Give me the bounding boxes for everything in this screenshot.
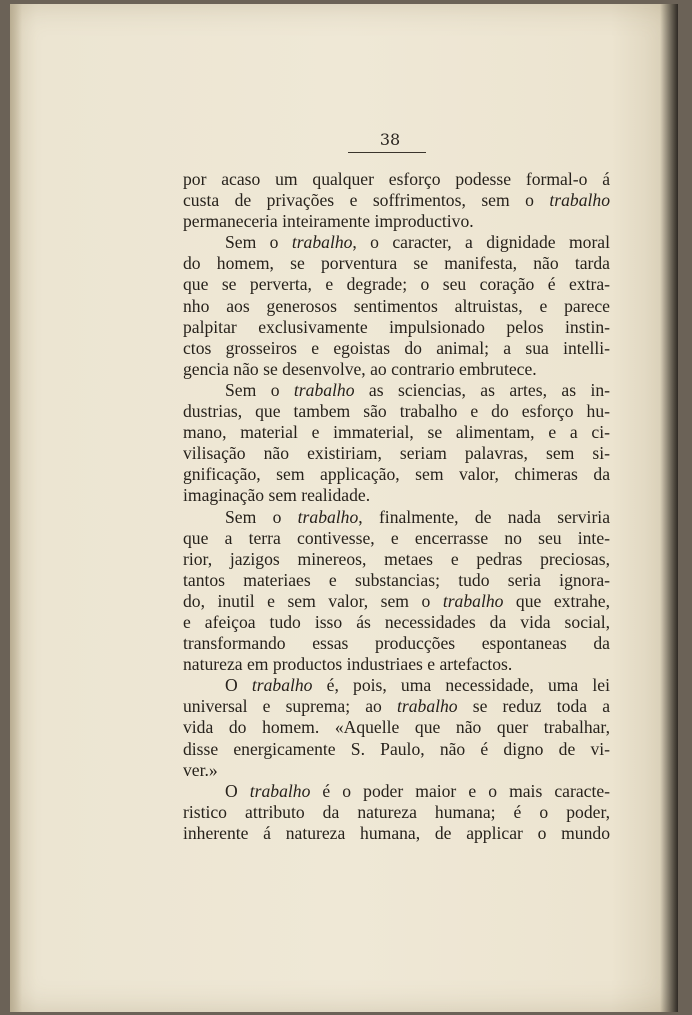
paragraph: [183, 380, 610, 507]
header-rule: [348, 152, 426, 153]
text-line: ristico attributo da natureza humana; é o poder,: [183, 801, 610, 822]
text-line: por acaso um qualquer esforço podesse formal-o á: [183, 169, 610, 189]
text-line: do homem, se porventura se manifesta, não tarda: [183, 253, 610, 274]
text-line: inherente á natureza humana, de applicar o mundo: [183, 822, 610, 843]
text-line: vida do homem. «Aquelle que não quer trabalhar,: [183, 717, 610, 738]
page-number: 38: [379, 130, 401, 149]
text-line: universal e suprema; ao trabalho se reduz toda a: [183, 696, 610, 717]
text-line: ver.»: [183, 759, 218, 780]
text-line: palpitar exclusivamente impulsionado pelos instin-: [183, 316, 610, 337]
paragraph: [183, 507, 610, 676]
book-gutter: [660, 4, 678, 1012]
text-line: Sem o trabalho as sciencias, as artes, as in-: [225, 379, 610, 400]
text-line: rior, jazigos minereos, metaes e pedras preciosas,: [183, 548, 610, 569]
text-line: dustrias, que tambem são trabalho e do esforço hu-: [183, 401, 610, 422]
text-line: imaginação sem realidade.: [183, 485, 371, 506]
text-line: Sem o trabalho, o caracter, a dignidade moral: [225, 232, 611, 253]
text-line: tantos materiaes e substancias; tudo seria ignora-: [183, 569, 610, 590]
text-line: que se perverta, e degrade; o seu coração é extra-: [183, 274, 610, 295]
text-line: custa de privações e soffrimentos, sem o trabalho: [183, 190, 610, 211]
text-line: que a terra contivesse, e encerrasse no seu inte-: [183, 527, 610, 548]
text-line: mano, material e immaterial, se alimentam, e a ci-: [183, 422, 610, 443]
text-line: Sem o trabalho, finalmente, de nada serviria: [225, 506, 610, 527]
text-line: nho aos generosos sentimentos altruistas, e parece: [183, 295, 610, 316]
text-line: disse energicamente S. Paulo, não é digno de vi-: [183, 738, 610, 759]
text-line: permaneceria inteiramente improductivo.: [183, 211, 474, 232]
text-line: transformando essas producções espontaneas da: [183, 633, 610, 654]
text-line: gnificação, sem applicação, sem valor, chimeras da: [183, 464, 610, 485]
paragraph: [183, 675, 610, 780]
paragraph: [183, 781, 610, 844]
body-text: [183, 169, 610, 844]
text-line: natureza em productos industriaes e artefactos.: [183, 654, 513, 675]
text-line: do, inutil e sem valor, sem o trabalho que extrahe,: [183, 590, 610, 611]
text-line: O trabalho é o poder maior e o mais caracte-: [225, 780, 610, 801]
text-line: O trabalho é, pois, uma necessidade, uma lei: [225, 675, 610, 696]
text-line: vilisação não existiriam, seriam palavras, sem si-: [183, 443, 610, 464]
text-line: gencia não se desenvolve, ao contrario embrutece.: [183, 358, 537, 379]
book-page: [10, 4, 678, 1012]
text-line: e afeiçoa tudo isso ás necessidades da vida social,: [183, 611, 610, 632]
page-edge: [10, 4, 22, 1012]
paragraph: [183, 232, 610, 380]
text-line: ctos grosseiros e egoistas do animal; a sua intelli-: [183, 337, 610, 358]
paragraph: [183, 169, 610, 232]
